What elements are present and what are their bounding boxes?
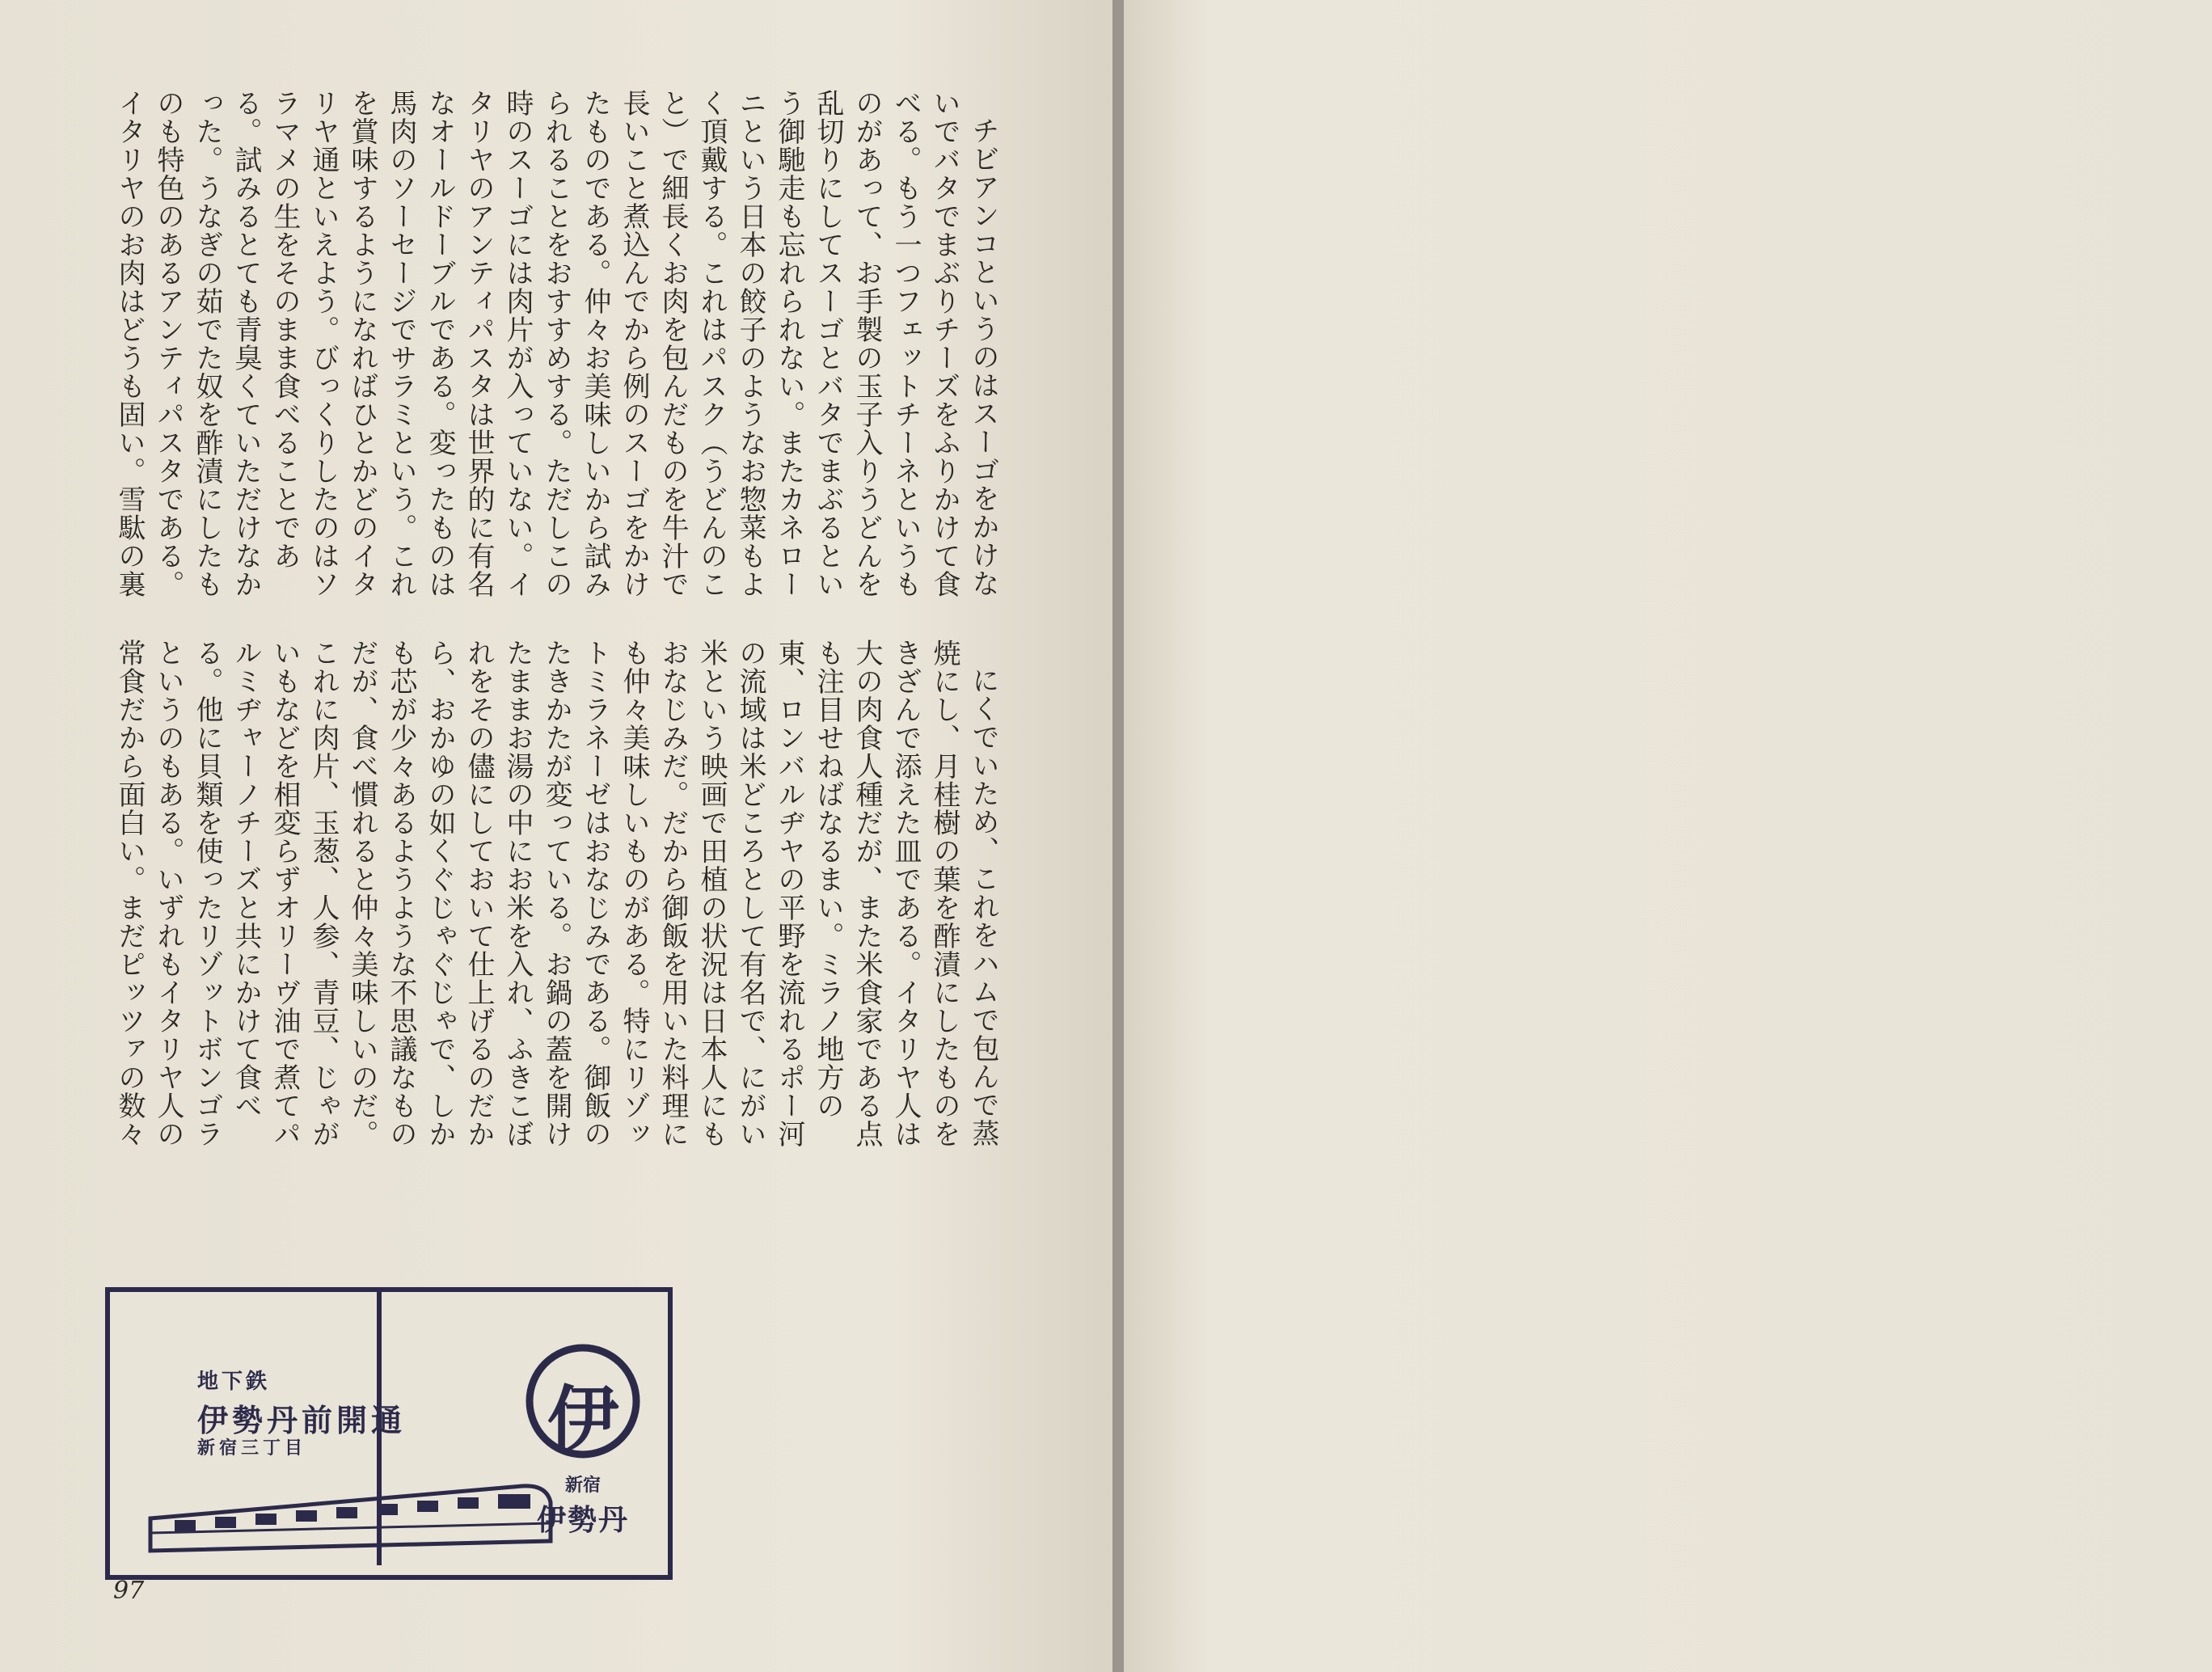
ad-line-opening: 伊勢丹前開通 <box>197 1403 407 1438</box>
book-gutter <box>1112 0 1124 1672</box>
left-page-top-text <box>113 89 1003 606</box>
isetan-advertisement <box>105 1287 673 1580</box>
train-illustration <box>142 1470 563 1559</box>
left-page-top-paragraph: チビアンコというのはスーゴをかけないでバタでまぶりチーズをふりかけて食べる。もう一つフェットチーネというものがあって、お手製の玉子入りうどんを乱切りにしてスーゴとバタでまぶるという御馳走も忘れられない。またカネローニという日本の餃子のようなお惣菜もよく頂戴する。これはパスク（うどんのこと）で細長くお肉を包んだものを牛汁で長いこと煮込んでから例のスーゴをかけたものである。仲々お美味しいから試みられることをおすすめする。ただしこの時のスーゴには肉片が入っていない。イタリヤのアンティパスタは世界的に有名なオールドーブルである。変ったものは馬肉のソーセージでサラミという。これを賞味するようになればひとかどのイタリヤ通といえよう。びっくりしたのはソラマメの生をそのまま食べることである。試みるとても青臭くていただけなかった。うなぎの茹でた奴を酢漬にしたものも特色のあるアンティパスタである。イタリヤのお肉はどうも固い。雪駄の裏 <box>113 89 999 598</box>
ad-line-station: 新宿三丁目 <box>197 1438 307 1459</box>
page-number-left: 97 <box>113 1577 145 1605</box>
ad-line-subway: 地下鉄 <box>197 1370 271 1394</box>
left-page-bottom-text <box>113 639 1003 1156</box>
isetan-logo-glyph: 伊 <box>547 1378 618 1461</box>
ad-brand-name: 伊勢丹 <box>536 1504 629 1537</box>
left-page-bottom-paragraph: にくでいため、これをハムで包んで蒸焼にし、月桂樹の葉を酢漬にしたものをきざんで添えた皿である。イタリヤ人は大の肉食人種だが、また米食家である点も注目せねばなるまい。ミラノ地方の東、ロンバルヂヤの平野を流れるポー河の流域は米どころとして有名で、にがい米という映画で田植の状況は日本人にもおなじみだ。だから御飯を用いた料理にも仲々美味しいものがある。特にリゾットミラネーゼはおなじみである。御飯のたきかたが変っている。お鍋の蓋を開けたままお湯の中にお米を入れ、ふきこぼれをその儘にしておいて仕上げるのだから、おかゆの如くぐじゃぐじゃで、しかも芯が少々あるようような不思議なものだが、食べ慣れると仲々美味しいのだ。これに肉片、玉葱、人参、青豆、じゃがいもなどを相変らずオリーヴ油で煮てパルミヂャーノチーズと共にかけて食べる。他に貝類を使ったリゾットボンゴラというのもある。いずれもイタリヤ人の常食だから面白い。まだピッツァの数々 <box>113 639 999 1148</box>
ad-location: 新宿 <box>564 1476 601 1496</box>
right-page <box>1124 0 2212 1672</box>
